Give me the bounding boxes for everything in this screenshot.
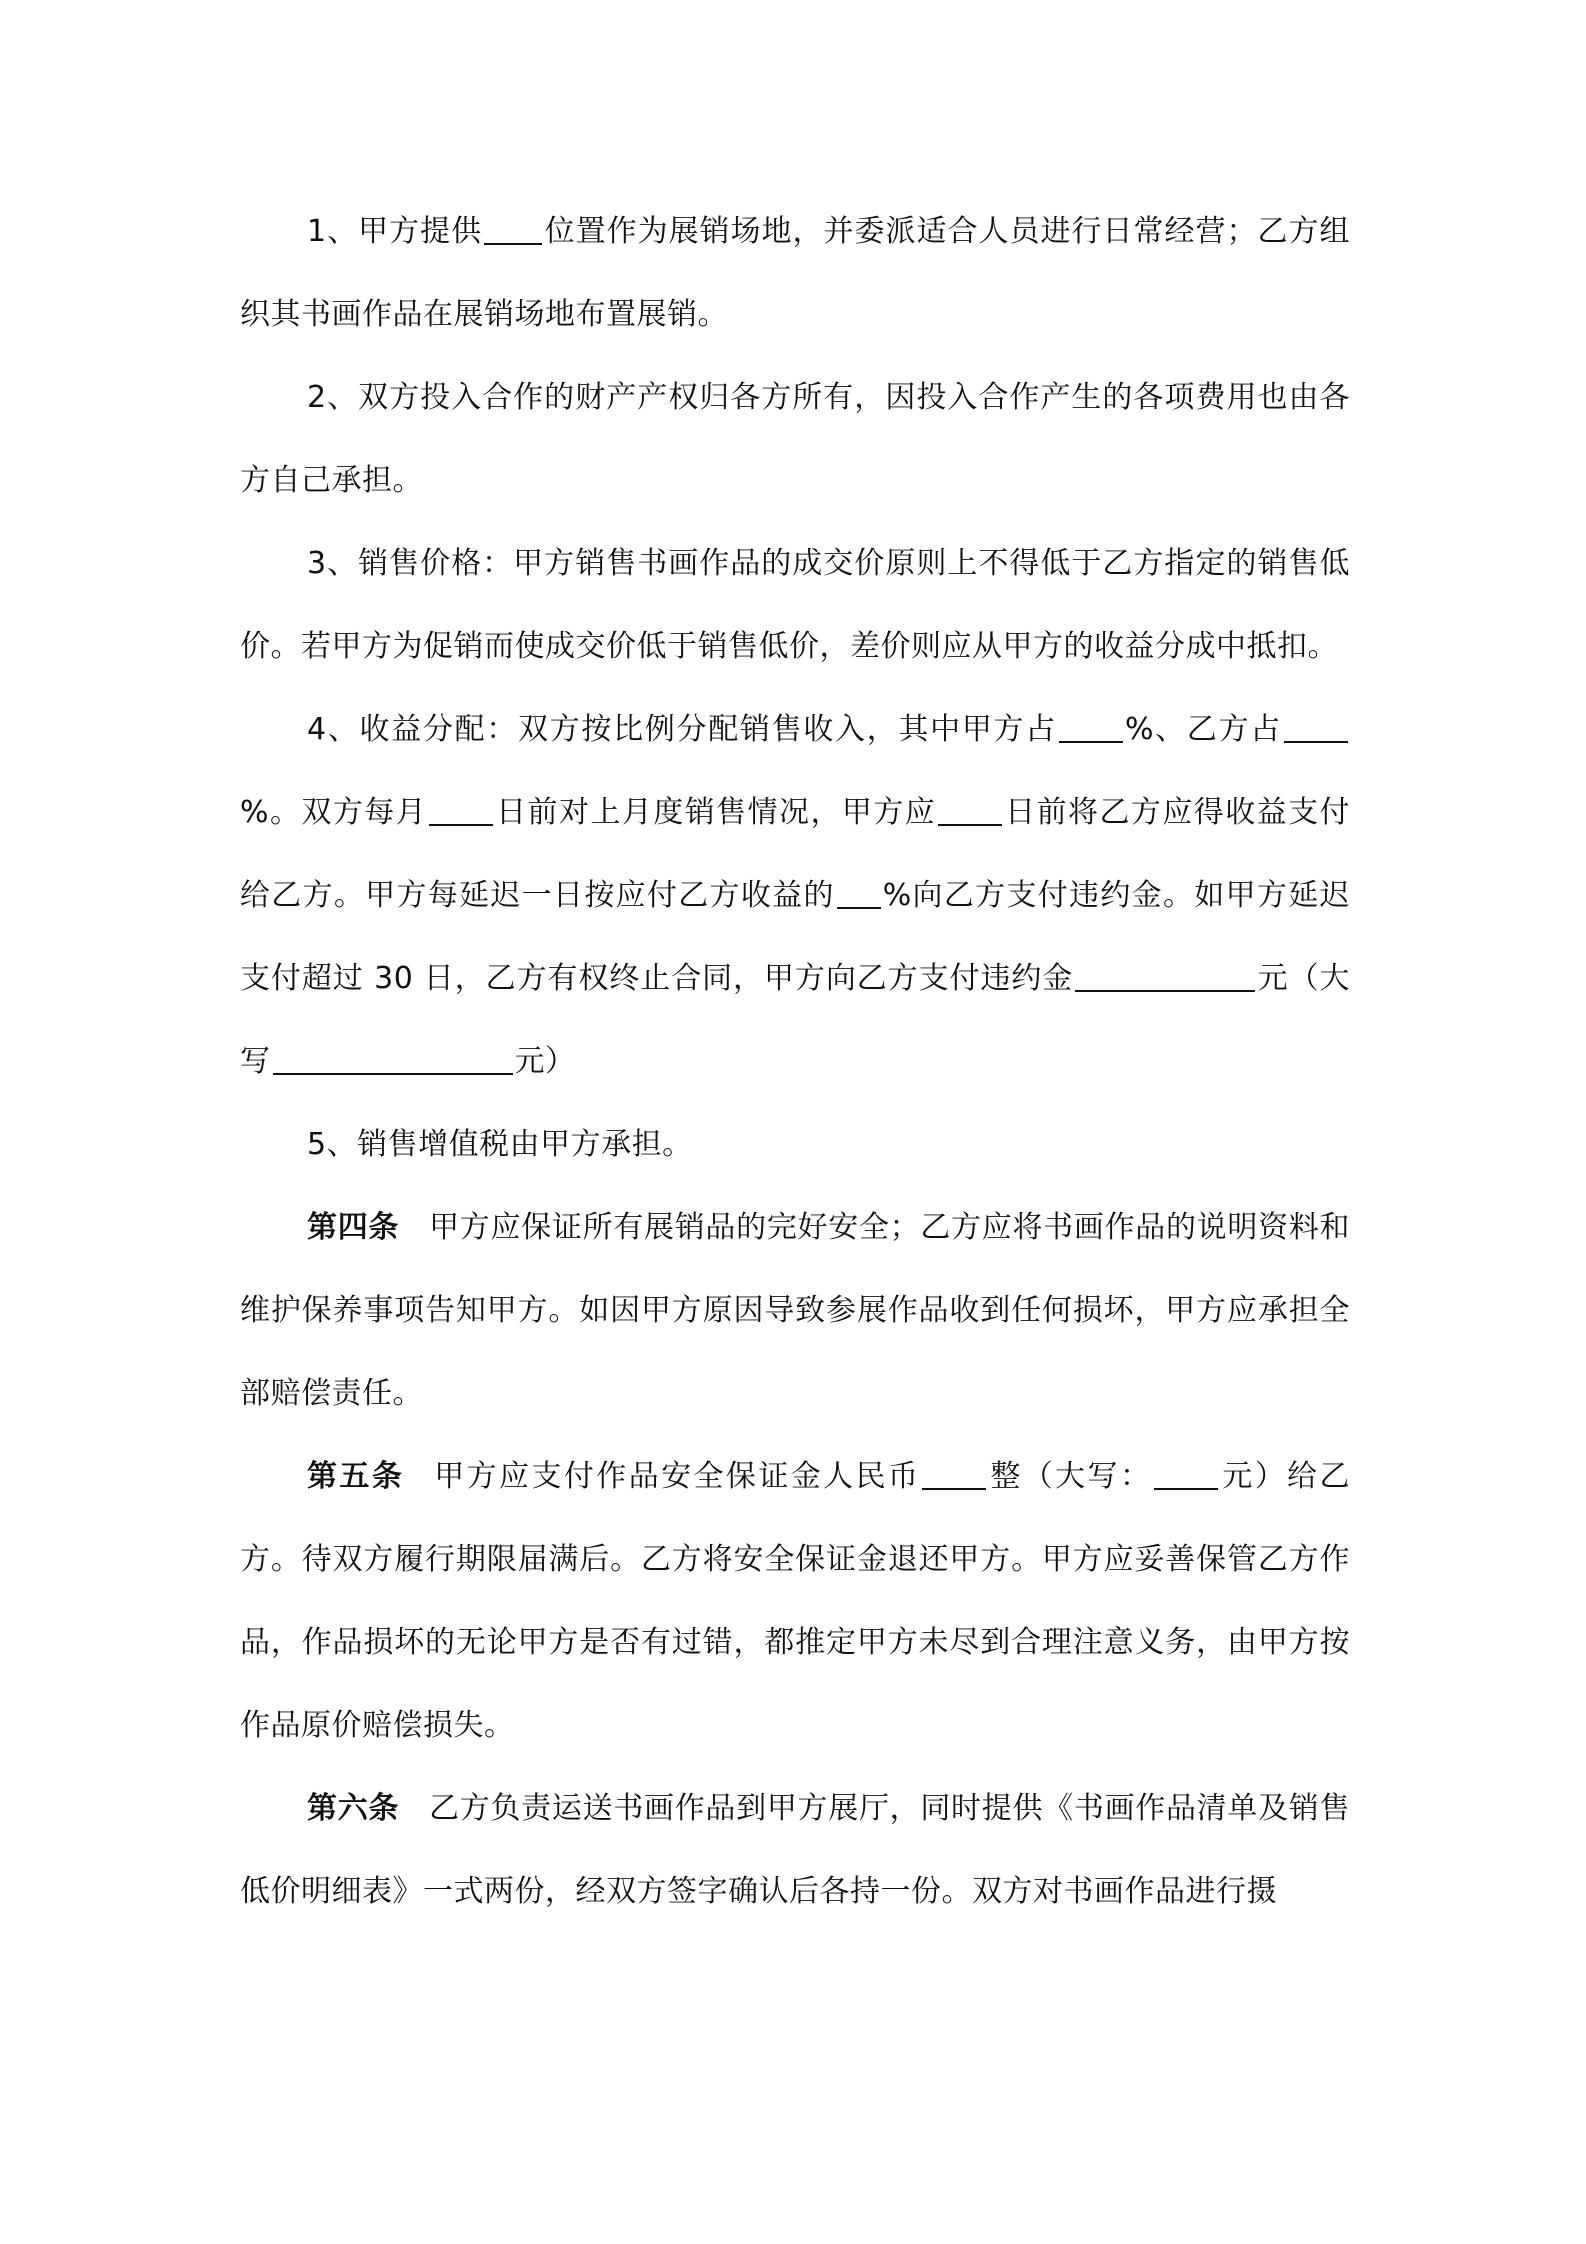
clause-3 [240,522,1350,688]
clause-4-text-g: 元（大写 [240,961,1351,1079]
clause-1-text-a: 1、甲方提供 [307,214,483,249]
clause-1-text-b: 位置作为展销场地，并委派适合人员进行日常经营；乙方组织其书画作品在展销场地布置展销。 [240,214,1351,332]
article-6-text: 乙方负责运送书画作品到甲方展厅，同时提供《书画作品清单及销售低价明细表》一式两份，经双方签字确认后各持一份。双方对书画作品进行摄 [240,1791,1350,1909]
article-4-text: 甲方应保证所有展销品的完好安全；乙方应将书画作品的说明资料和维护保养事项告知甲方。如因甲方原因导致参展作品收到任何损坏，甲方应承担全部赔偿责任。 [240,1210,1350,1411]
document-page [240,190,1350,1933]
blank-penalty-amount-words [273,1043,513,1075]
article-6 [240,1767,1350,1933]
article-6-heading: 第六条 [307,1791,400,1826]
clause-4-text-f: %向乙方支付违约金。如甲方延迟支付超过 30 日，乙方有权终止合同，甲方向乙方支付违约金 [240,878,1350,996]
clause-2-text: 2、双方投入合作的财产产权归各方所有，因投入合作产生的各项费用也由各方自己承担。 [240,380,1350,498]
clause-4-text-d: 日前对上月度销售情况，甲方应 [495,795,937,830]
blank-location [484,213,542,245]
blank-deposit-amount-words [1154,1458,1218,1490]
article-5 [240,1435,1350,1767]
article-5-text-b: 整（大写： [988,1459,1153,1494]
blank-payment-day [938,794,1002,826]
clause-1 [240,190,1350,356]
clause-4 [240,688,1350,1103]
blank-penalty-amount [1075,960,1255,992]
clause-4-text-c: %。双方每月 [240,795,428,830]
clause-5 [240,1103,1350,1186]
article-5-text-a: 甲方应支付作品安全保证金人民币 [434,1459,921,1494]
clause-3-text: 3、销售价格：甲方销售书画作品的成交价原则上不得低于乙方指定的销售低价。若甲方为促销而使成交价低于销售低价，差价则应从甲方的收益分成中抵扣。 [240,546,1350,664]
clause-4-text-e: 日前将乙方应得收益支付给乙方。甲方每延迟一日按应付乙方收益的 [240,795,1351,913]
clause-2 [240,356,1350,522]
article-5-text-c: 元）给乙方。待双方履行期限届满后。乙方将安全保证金退还甲方。甲方应妥善保管乙方作品，作品损坏的无论甲方是否有过错，都推定甲方未尽到合理注意义务，由甲方按作品原价赔偿损失。 [240,1459,1351,1743]
blank-report-day [429,794,493,826]
blank-deposit-amount [922,1458,986,1490]
clause-4-text-a: 4、收益分配：双方按比例分配销售收入，其中甲方占 [307,712,1057,747]
article-5-heading: 第五条 [307,1459,405,1494]
clause-4-text-h: 元） [514,1044,576,1079]
blank-party-b-share [1284,711,1348,743]
blank-penalty-rate [837,877,881,909]
clause-4-text-b: %、乙方占 [1124,712,1282,747]
article-4 [240,1186,1350,1435]
blank-party-a-share [1059,711,1123,743]
article-4-heading: 第四条 [307,1210,400,1245]
clause-5-text: 5、销售增值税由甲方承担。 [307,1127,693,1162]
